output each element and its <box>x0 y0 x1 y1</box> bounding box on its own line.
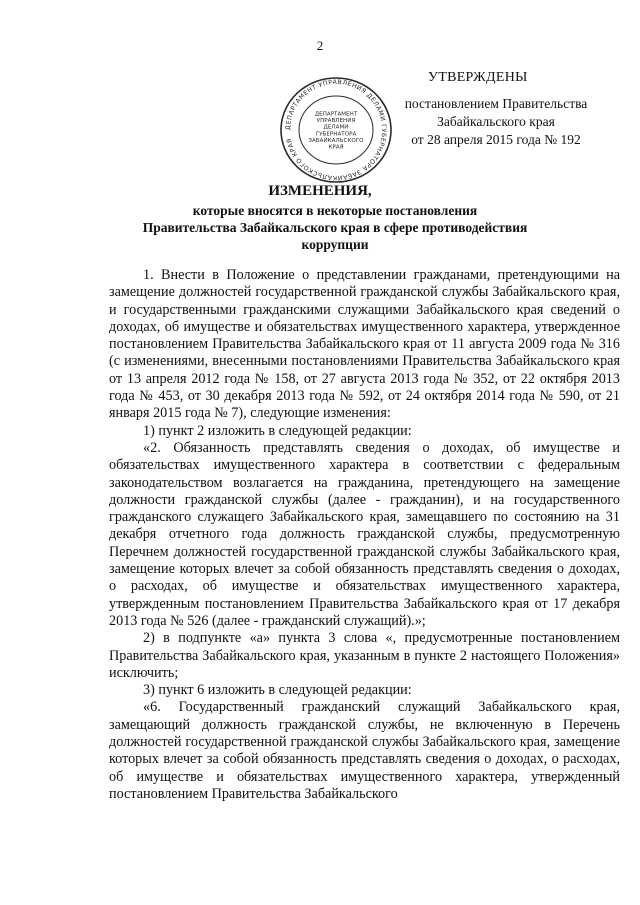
page-number: 2 <box>316 38 324 53</box>
subtitle-line-3: коррупции <box>301 237 369 252</box>
approval-line-1: постановлением Правительства <box>404 96 588 111</box>
paragraph-5: 3) пункт 6 изложить в следующей редакции: <box>143 682 412 699</box>
paragraph-6: «6. Государственный гражданский служащий Забайкальского края, замещающий должность гражданской службы, не включенную в Перечень должностей государственной гражданской службы Забайкальского края, замещение которых влечет за собой обязанность представлять сведения о доходах, о расходах, об имуществе и обязательствах имущественного характера, утвержденный постановлением Правительства Забайкальского <box>109 699 620 802</box>
seal-center-line: ДЕПАРТАМЕНТ <box>314 111 358 118</box>
subtitle-line-2: Правительства Забайкальского края в сфере противодействия <box>142 220 528 235</box>
seal-center-line: ГУБЕРНАТОРА <box>315 131 357 138</box>
seal-center-line: ДЕЛАМИ <box>323 124 349 131</box>
document-title: ИЗМЕНЕНИЯ, <box>268 183 372 199</box>
seal-ring-text: ДЕПАРТАМЕНТ УПРАВЛЕНИЯ ДЕЛАМИ ГУБЕРНАТОРА ЗАБАЙКАЛЬСКОГО КРАЯ <box>284 78 388 182</box>
subtitle-line-1: которые вносятся в некоторые постановления <box>192 203 478 218</box>
seal-center-line: ЗАБАЙКАЛЬСКОГО <box>308 137 364 144</box>
approval-line-3: от 28 апреля 2015 года № 192 <box>411 132 581 147</box>
document-body <box>109 267 620 803</box>
approval-line-2: Забайкальского края <box>437 114 555 129</box>
seal-center-line: КРАЯ <box>328 144 344 151</box>
paragraph-2: 1) пункт 2 изложить в следующей редакции: <box>143 422 412 439</box>
paragraph-1: 1. Внести в Положение о представлении гражданами, претендующими на замещение должностей государственной гражданской службы Забайкальского края, и государственными гражданскими служащими Забайкальского края сведений о доходах, об имуществе и обязательствах имущественного характера, утвержденное постановлением Правительства Забайкальского края от 11 августа 2009 года № 316 (с изменениями, внесенными постановлениями Правительства Забайкальского края от 13 апреля 2012 года № 158, от 27 августа 2013 года № 352, от 22 октября 2013 года № 453, от 30 декабря 2013 года № 592, от 24 октября 2014 года № 590, от 21 января 2015 года № 7), следующие изменения: <box>109 267 620 422</box>
paragraph-3: «2. Обязанность представлять сведения о доходах, об имуществе и обязательствах имущественного характера в соответствии с федеральным законодательством возлагается на гражданина, претендующего на замещение должности гражданской службы (далее - гражданин), и на государственного гражданского служащего Забайкальского края, замещавшего по состоянию на 31 декабря отчетного года должность гражданской службы, предусмотренную Перечнем должностей государственной гражданской службы Забайкальского края, замещение которых влечет за собой обязанность представлять сведения о доходах, о расходах, об имуществе и обязательствах имущественного характера, утвержденным постановлением Правительства Забайкальского края от 17 декабря 2013 года № 526 (далее - гражданский служащий).»; <box>109 439 620 629</box>
seal-center-line: УПРАВЛЕНИЯ <box>316 118 356 125</box>
approval-heading: УТВЕРЖДЕНЫ <box>428 70 528 85</box>
paragraph-4: 2) в подпункте «а» пункта 3 слова «, предусмотренные постановлением Правительства Забайкальского края, указанным в пункте 2 настоящего Положения» исключить; <box>109 630 620 681</box>
official-seal-stamp <box>270 75 402 185</box>
